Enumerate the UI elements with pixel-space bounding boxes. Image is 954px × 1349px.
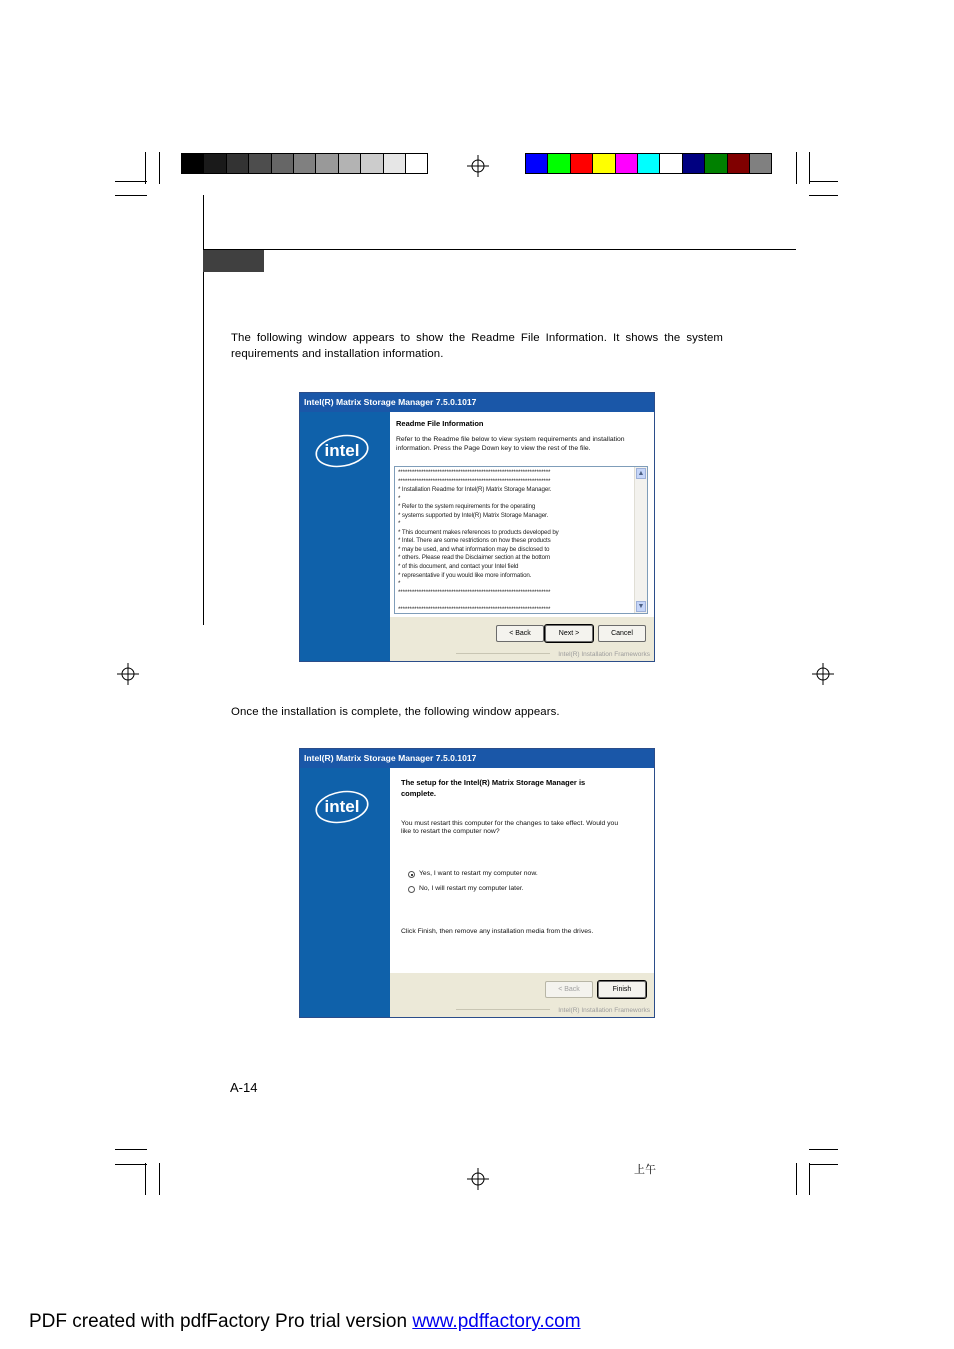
pdffactory-link[interactable]: www.pdffactory.com	[412, 1311, 581, 1332]
color-swatch	[547, 153, 570, 174]
readme-textbox[interactable]	[394, 466, 648, 614]
framework-label: Intel(R) Installation Frameworks	[558, 651, 650, 658]
scroll-down-icon[interactable]: ▼	[637, 603, 645, 610]
next-button[interactable]: Next >	[545, 625, 593, 642]
readme-line: * others. Please read the Disclaimer section at the bottom	[398, 554, 551, 562]
restart-now-radio[interactable]	[408, 871, 415, 878]
color-swatch	[315, 153, 338, 174]
color-swatch	[248, 153, 271, 174]
dialog-heading: The setup for the Intel(R) Matrix Storage Manager is	[401, 778, 586, 787]
readme-line: *	[398, 494, 401, 502]
registration-mark-icon	[812, 663, 834, 685]
readme-dialog	[299, 392, 655, 662]
color-swatch	[181, 153, 204, 174]
readme-line: * Refer to the system requirements for the operating	[398, 503, 536, 511]
dialog-content	[390, 412, 654, 617]
setup-complete-dialog	[299, 748, 655, 1018]
complete-paragraph: Once the installation is complete, the following window appears.	[231, 706, 560, 718]
dialog-content	[390, 768, 654, 973]
readme-line: *	[398, 580, 401, 588]
color-swatch	[570, 153, 593, 174]
color-swatch	[704, 153, 727, 174]
footer-text: PDF created with pdfFactory Pro trial version	[29, 1311, 413, 1332]
readme-line: * systems supported by Intel(R) Matrix Storage Manager.	[398, 511, 549, 519]
dialog-heading: complete.	[401, 789, 437, 798]
readme-line: * This document makes references to products developed by	[398, 528, 559, 536]
readme-line: * may be used, and what information may be disclosed to	[398, 545, 550, 553]
finish-button[interactable]: Finish	[598, 981, 646, 998]
color-swatch	[727, 153, 750, 174]
dialog-title: Intel(R) Matrix Storage Manager 7.5.0.1017	[300, 393, 654, 412]
back-button[interactable]: < Back	[545, 981, 593, 998]
restart-later-label[interactable]: No, I will restart my computer later.	[419, 885, 524, 892]
color-swatch	[637, 153, 660, 174]
corner-mark: 上午	[634, 1163, 656, 1176]
readme-line: * representative if you would like more information.	[398, 571, 532, 579]
readme-line: ******************************************************************	[398, 588, 551, 596]
registration-mark-icon	[117, 663, 139, 685]
section-tab-block	[203, 250, 264, 272]
finish-note: Click Finish, then remove any installation media from the drives.	[401, 928, 594, 935]
color-swatch	[682, 153, 705, 174]
color-swatch	[592, 153, 615, 174]
page-number: A-14	[230, 1080, 258, 1095]
dialog-button-bar	[390, 617, 654, 661]
back-button[interactable]: < Back	[496, 625, 544, 642]
color-swatch	[360, 153, 383, 174]
readme-line	[398, 597, 632, 606]
restart-message: You must restart this computer for the changes to take effect. Would you	[401, 820, 619, 827]
color-swatch	[525, 153, 548, 174]
color-swatch	[203, 153, 226, 174]
dialog-title: Intel(R) Matrix Storage Manager 7.5.0.1017	[300, 749, 654, 768]
color-swatch	[405, 153, 428, 174]
color-swatch	[383, 153, 406, 174]
svg-text:intel: intel	[324, 441, 360, 460]
header-rule	[203, 249, 796, 250]
scroll-up-icon[interactable]: ▲	[637, 470, 645, 477]
readme-line: ******************************************************************	[398, 469, 551, 476]
color-swatch	[659, 153, 682, 174]
readme-line: * Installation Readme for Intel(R) Matrix Storage Manager.	[398, 486, 552, 494]
restart-later-radio[interactable]	[408, 886, 415, 893]
readme-line: * Intel. There are some restrictions on how these products	[398, 537, 551, 545]
instruction-line: information. Press the Page Down key to view the rest of the file.	[396, 445, 591, 452]
color-swatch	[226, 153, 249, 174]
registration-mark-icon	[467, 1168, 489, 1190]
dialog-side-panel	[300, 412, 390, 661]
color-swatch	[338, 153, 361, 174]
pdf-footer	[29, 1311, 581, 1333]
color-swatch	[615, 153, 638, 174]
intel-logo-icon	[314, 788, 370, 826]
cancel-button[interactable]: Cancel	[598, 625, 646, 642]
readme-line: ******************************************************************	[398, 605, 551, 613]
dialog-side-panel	[300, 768, 390, 1017]
readme-scrollbar[interactable]	[634, 467, 647, 613]
intel-logo-icon	[314, 432, 370, 470]
color-swatch	[271, 153, 294, 174]
dialog-button-bar	[390, 973, 654, 1017]
readme-line: ******************************************************************	[398, 477, 551, 485]
restart-now-label[interactable]: Yes, I want to restart my computer now.	[419, 870, 538, 877]
restart-message: like to restart the computer now?	[401, 828, 500, 835]
readme-line: * of this document, and contact your Intel field	[398, 563, 519, 571]
dialog-heading: Readme File Information	[396, 419, 484, 428]
registration-mark-icon	[467, 155, 489, 177]
framework-label: Intel(R) Installation Frameworks	[558, 1007, 650, 1014]
intro-paragraph: The following window appears to show the Readme File Information. It shows the system requirements and installation information.	[231, 332, 723, 360]
color-swatch	[749, 153, 772, 174]
readme-line: *	[398, 520, 401, 528]
svg-text:intel: intel	[324, 797, 360, 816]
readme-text	[398, 469, 632, 614]
color-swatch	[293, 153, 316, 174]
instruction-line: Refer to the Readme file below to view system requirements and installation	[396, 436, 625, 443]
